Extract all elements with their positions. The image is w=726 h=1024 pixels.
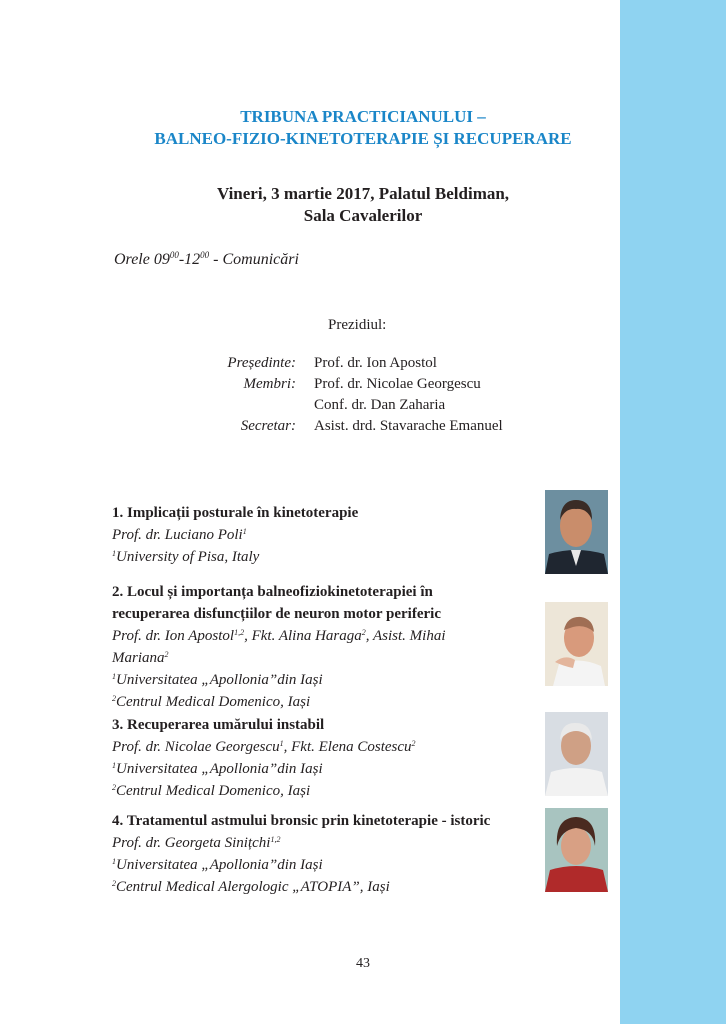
member-1-name: Prof. dr. Nicolae Georgescu [314, 376, 481, 392]
item-title: 1. Implicații posturale în kinetoterapie [112, 505, 359, 521]
president-role: Președinte: [227, 355, 296, 371]
item-title: 3. Recuperarea umărului instabil [112, 717, 325, 733]
presentation-item-2 [112, 581, 542, 713]
item-affiliation: $^1$University of Pisa, Italy [112, 549, 260, 565]
presentation-item-1 [112, 502, 542, 568]
item-author: Prof. dr. Georgeta Sinițchi$^{1,2}$ [112, 835, 281, 851]
member-2-name: Conf. dr. Dan Zaharia [314, 397, 446, 413]
speaker-photo-2 [545, 602, 608, 686]
item-affiliation: $^2$Centrul Medical Domenico, Iași [112, 694, 311, 710]
item-title-cont: recuperarea disfuncțiilor de neuron motor periferic [112, 606, 441, 622]
item-affiliation: $^2$Centrul Medical Alergologic „ATOPIA”, Iași [112, 879, 390, 895]
speaker-photo-3 [545, 712, 608, 796]
session-hours: Orele $09^{00}-12^{00}$ - Comunicări [114, 250, 299, 268]
item-affiliation: $^1$Universitatea „Apollonia”din Iași [112, 857, 323, 873]
members-role: Membri: [243, 376, 296, 392]
speaker-photo-1 [545, 490, 608, 574]
item-authors: Prof. dr. Ion Apostol$^{1,2}$, Fkt. Alina Haraga$^2$, Asist. Mihai [112, 628, 446, 644]
item-affiliation: $^2$Centrul Medical Domenico, Iași [112, 783, 311, 799]
item-title: 2. Locul și importanța balneofiziokinetoterapiei în [112, 584, 433, 600]
secretary-role: Secretar: [240, 418, 296, 434]
section-title-line1: TRIBUNA PRACTICIANULUI – [240, 107, 486, 126]
item-title: 4. Tratamentul astmului bronsic prin kinetoterapie - istoric [112, 813, 491, 829]
presentation-item-3 [112, 714, 542, 802]
president-name: Prof. dr. Ion Apostol [314, 355, 437, 371]
secretary-name: Asist. drd. Stavarache Emanuel [314, 418, 503, 434]
presentation-item-4 [112, 810, 542, 898]
item-affiliation: $^1$Universitatea „Apollonia”din Iași [112, 761, 323, 777]
item-affiliation: $^1$Universitatea „Apollonia”din Iași [112, 672, 323, 688]
date-line2: Sala Cavalerilor [303, 206, 423, 225]
section-title-line2: BALNEO-FIZIO-KINETOTERAPIE ȘI RECUPERARE [154, 129, 572, 148]
item-authors-cont: Mariana$^2$ [112, 650, 169, 666]
date-line1: Vineri, 3 martie 2017, Palatul Beldiman, [216, 184, 510, 203]
side-color-band [620, 0, 726, 1024]
item-author: Prof. dr. Luciano Poli$^1$ [112, 527, 247, 543]
speaker-photo-4 [545, 808, 608, 892]
item-authors: Prof. dr. Nicolae Georgescu$^1$, Fkt. Elena Costescu$^2$ [112, 739, 416, 755]
presidium-heading: Prezidiul: [328, 317, 387, 333]
page-number: 43 [356, 956, 370, 971]
